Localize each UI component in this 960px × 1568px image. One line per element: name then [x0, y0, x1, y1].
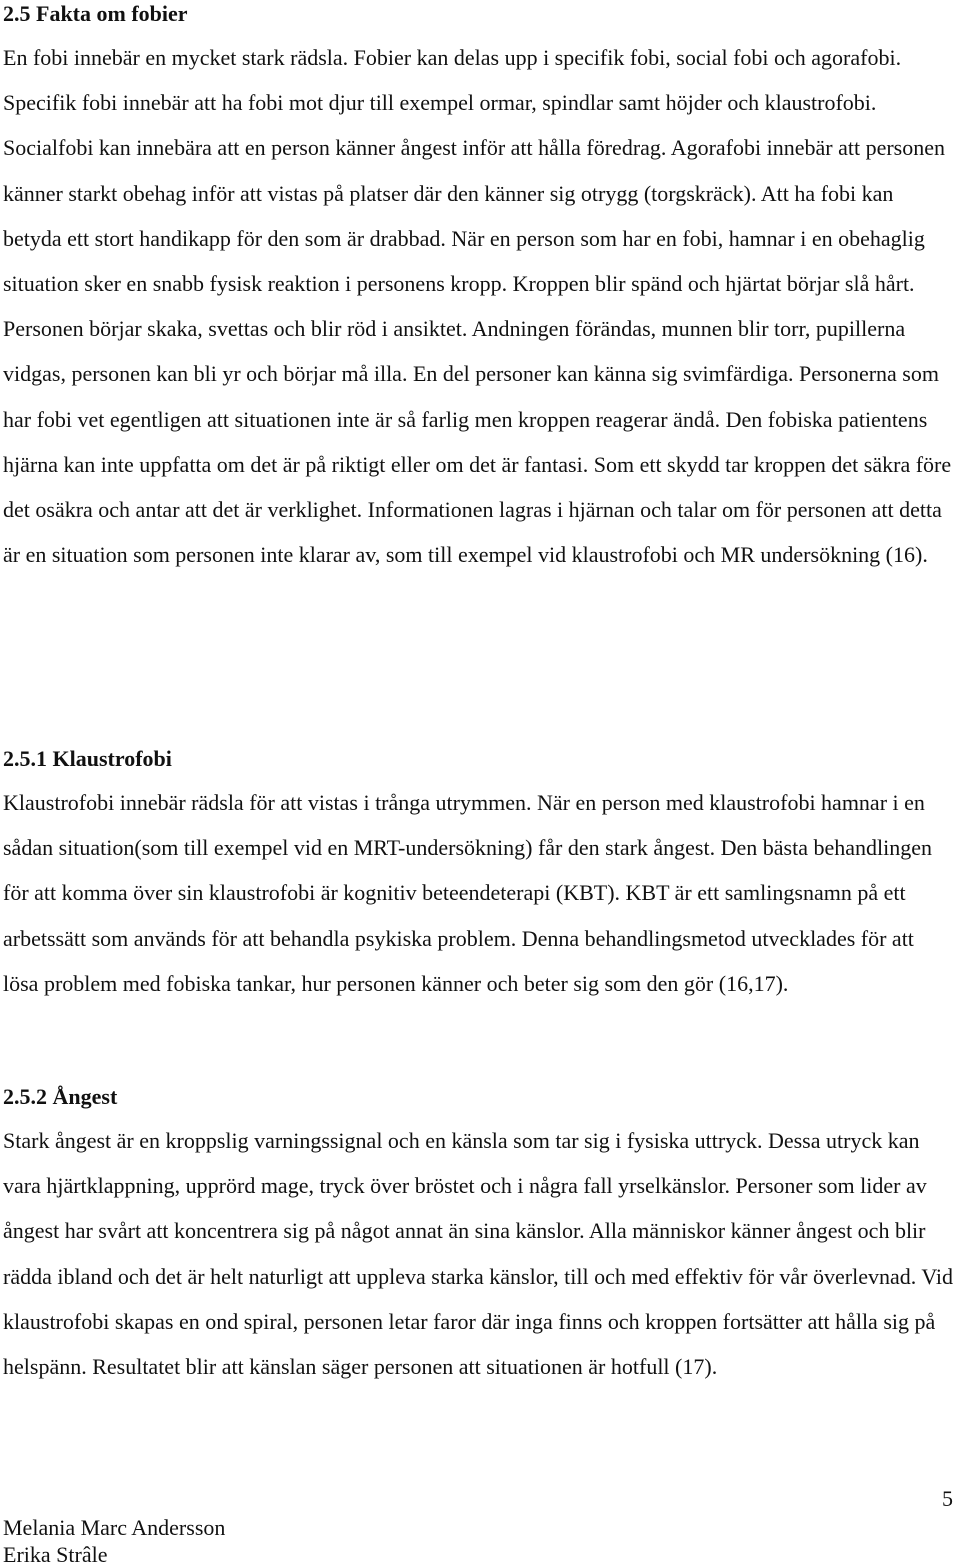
page-number: 5: [942, 1486, 953, 1511]
section-heading-klaustrofobi: 2.5.1 Klaustrofobi: [3, 746, 172, 771]
paragraph-angest: Stark ångest är en kroppslig varningssignal och en känsla som tar sig i fysiska uttryck. Dessa utryck kan vara hjärtklappning, upprörd mage, tryck över bröstet och i några fall yrselkänslor. Personer som lider av ångest har svårt att koncentrera sig på något annat än sina känslor. Alla människor känner ångest och blir rädda ibland och det är helt naturligt att uppleva starka känslor, till och med effektiv för vår överlevnad. Vid klaustrofobi skapas en ond spiral, personen letar faror där inga finns och kroppen fortsätter att hålla sig på helspänn. Resultatet blir att känslan säger personen att situationen är hotfull (17).: [3, 1128, 954, 1380]
section-heading-fakta-om-fobier: 2.5 Fakta om fobier: [3, 1, 188, 26]
section-heading-angest: 2.5.2 Ångest: [3, 1084, 118, 1109]
footer-author-2: Erika Strâle: [3, 1542, 108, 1567]
paragraph-fakta-om-fobier: En fobi innebär en mycket stark rädsla. Fobier kan delas upp i specifik fobi, social fobi och agorafobi. Specifik fobi innebär att ha fobi mot djur till exempel ormar, spindlar samt höjder och klaustrofobi. Socialfobi kan innebära att en person känner ångest inför att hålla föredrag. Agorafobi innebär att personen känner starkt obehag inför att vistas på platser där den känner sig otrygg (torgskräck). Att ha fobi kan betyda ett stort handikapp för den som är drabbad. När en person som har en fobi, hamnar i en obehaglig situation sker en snabb fysisk reaktion i personens kropp. Kroppen blir spänd och hjärtat börjar slå hårt. Personen börjar skaka, svettas och blir röd i ansiktet. Andningen förändas, munnen blir torr, pupillerna vidgas, personen kan bli yr och börjar må illa. En del personer kan känna sig svimfärdiga. Personerna som har fobi vet egentligen att situationen inte är så farlig men kroppen reagerar ändå. Den fobiska patientens hjärna kan inte uppfatta om det är på riktigt eller om det är fantasi. Som ett skydd tar kroppen det säkra före det osäkra och antar att det är verklighet. Informationen lagras i hjärnan och talar om för personen att detta är en situation som personen inte klarar av, som till exempel vid klaustrofobi och MR undersökning (16).: [3, 45, 952, 568]
footer-author-1: Melania Marc Andersson: [3, 1515, 226, 1540]
paragraph-klaustrofobi: Klaustrofobi innebär rädsla för att vistas i trånga utrymmen. När en person med klaustrofobi hamnar i en sådan situation(som till exempel vid en MRT-undersökning) får den stark ångest. Den bästa behandlingen för att komma över sin klaustrofobi är kognitiv beteendeterapi (KBT). KBT är ett samlingsnamn på ett arbetssätt som används för att behandla psykiska problem. Denna behandlingsmetod utvecklades för att lösa problem med fobiska tankar, hur personen känner och beter sig som den gör (16,17).: [3, 790, 932, 996]
footer-authors: [3, 1514, 225, 1568]
